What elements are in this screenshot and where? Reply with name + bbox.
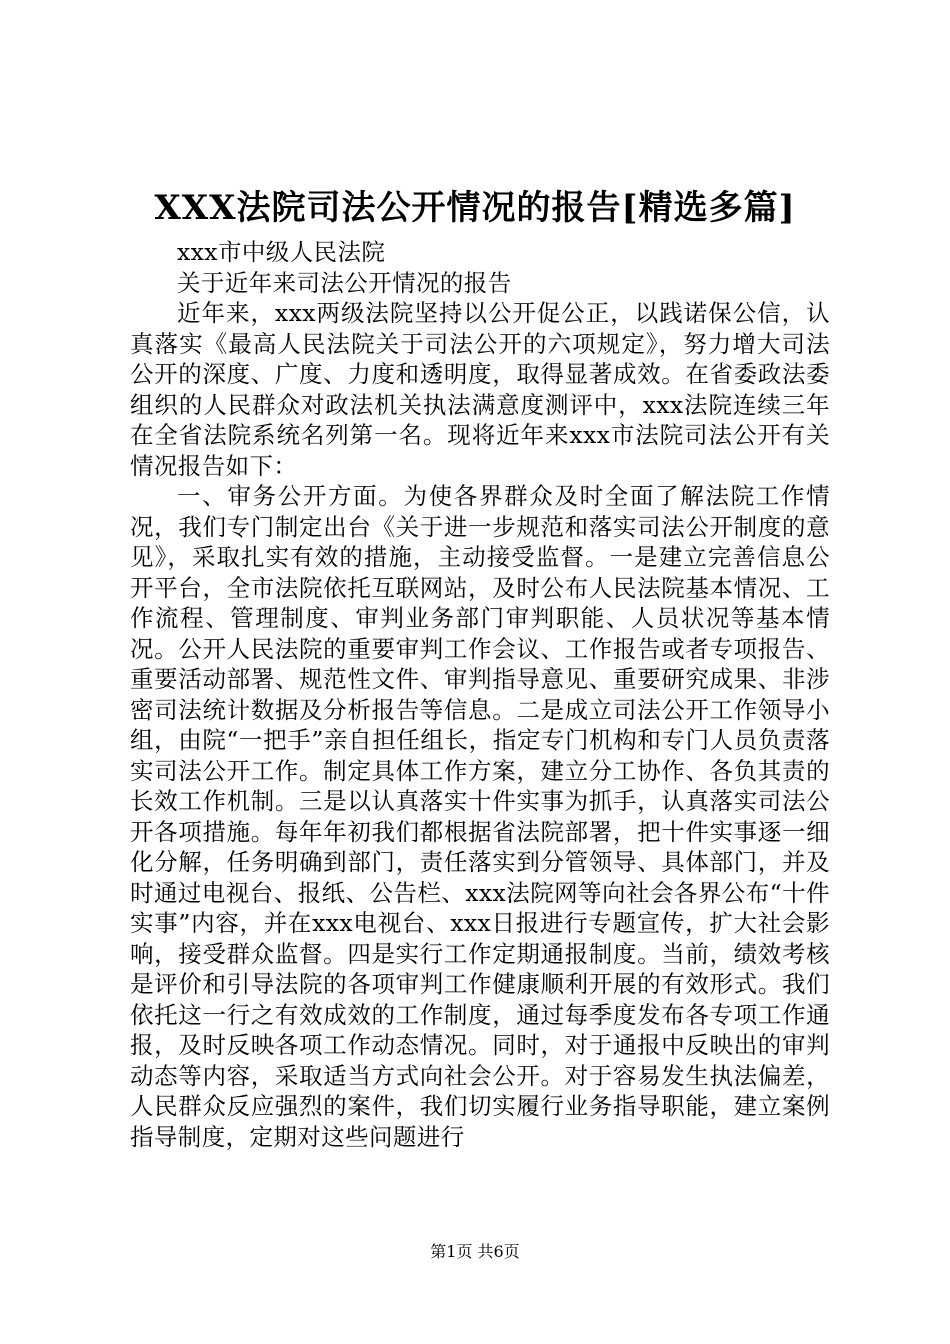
intro-paragraph: 近年来，xxx两级法院坚持以公开促公正，以践诺保公信，认真落实《最高人民法院关于司法公开的六项规定》，努力增大司法公开的深度、广度、力度和透明度，取得显著成效。在省委政法委组织的人民群众对政法机关执法满意度测评中，xxx法院连续三年在全省法院系统名列第一名。现将近年来xxx市法院司法公开有关情况报告如下： [130, 299, 830, 480]
page-footer: 第1页 共6页 [430, 1242, 520, 1261]
court-name-line: xxx市中级人民法院 [177, 238, 386, 266]
document-body [130, 237, 830, 1152]
report-subtitle-line: 关于近年来司法公开情况的报告 [177, 268, 512, 297]
section-one-paragraph: 一、审务公开方面。为使各界群众及时全面了解法院工作情况，我们专门制定出台《关于进一步规范和落实司法公开制度的意见》，采取扎实有效的措施，主动接受监督。一是建立完善信息公开平台，全市法院依托互联网站，及时公布人民法院基本情况、工作流程、管理制度、审判业务部门审判职能、人员状况等基本情况。公开人民法院的重要审判工作会议、工作报告或者专项报告、重要活动部署、规范性文件、审判指导意见、重要研究成果、非涉密司法统计数据及分析报告等信息。二是成立司法公开工作领导小组，由院“一把手”亲自担任组长，指定专门机构和专门人员负责落实司法公开工作。制定具体工作方案，建立分工协作、各负其责的长效工作机制。三是以认真落实十件实事为抓手，认真落实司法公开各项措施。每年年初我们都根据省法院部署，把十件实事逐一细化分解，任务明确到部门，责任落实到分管领导、具体部门，并及时通过电视台、报纸、公告栏、xxx法院网等向社会各界公布“十件实事”内容，并在xxx电视台、xxx日报进行专题宣传，扩大社会影响，接受群众监督。四是实行工作定期通报制度。当前，绩效考核是评价和引导法院的各项审判工作健康顺利开展的有效形式。我们依托这一行之有效成效的工作制度，通过每季度发布各专项工作通报，及时反映各项工作动态情况。同时，对于通报中反映出的审判动态等内容，采取适当方式向社会公开。对于容易发生执法偏差，人民群众反应强烈的案件，我们切实履行业务指导职能，建立案例指导制度，定期对这些问题进行 [130, 482, 830, 1151]
document-title: XXX法院司法公开情况的报告[精选多篇] [154, 188, 796, 228]
